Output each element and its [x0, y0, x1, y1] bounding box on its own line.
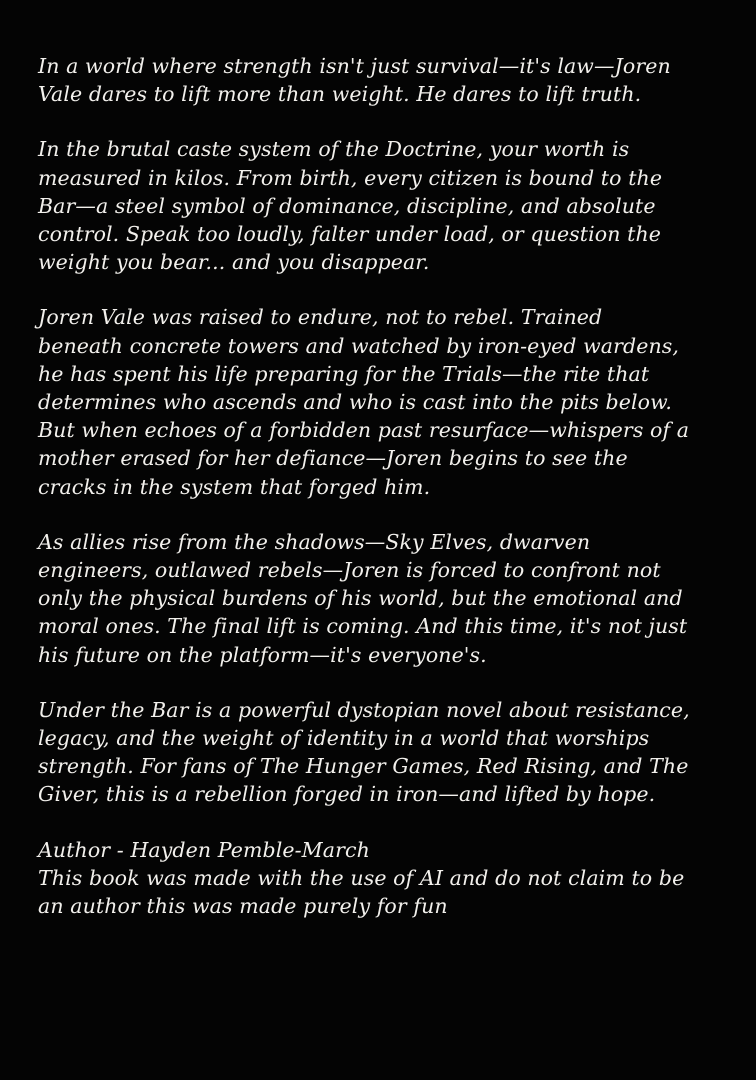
blurb-paragraph-5: Under the Bar is a powerful dystopian novel about resistance, legacy, and the weight of identity in a world that worships strength. For fans of The Hunger Games, Red Rising, and The Giver, this is a rebellion forged in iron—and lifted by hope.: [38, 697, 690, 807]
ai-disclaimer: This book was made with the use of AI and do not claim to be an author this was made purely for fun: [38, 865, 685, 919]
book-blurb: [38, 52, 718, 920]
blurb-paragraph-2: In the brutal caste system of the Doctrine, your worth is measured in kilos. From birth, every citizen is bound to the Bar—a steel symbol of dominance, discipline, and absolute control. Speak too loudly, falter under load, or question the weight you bear... and you disappear.: [38, 137, 663, 275]
blurb-paragraph-1: In a world where strength isn't just survival—it's law—Joren Vale dares to lift more than weight. He dares to lift truth.: [38, 54, 671, 107]
blurb-paragraph-3: Joren Vale was raised to endure, not to rebel. Trained beneath concrete towers and watched by iron-eyed wardens, he has spent his life preparing for the Trials—the rite that determines who ascends and who is cast into the pits below. But when echoes of a forbidden past resurface—whispers of a mother erased for her defiance—Joren begins to see the cracks in the system that forged him.: [38, 305, 690, 499]
author-line: Author - Hayden Pemble-March: [38, 837, 370, 862]
blurb-paragraph-4: As allies rise from the shadows—Sky Elves, dwarven engineers, outlawed rebels—Joren is forced to confront not only the physical burdens of his world, but the emotional and moral ones. The final lift is coming. And this time, it's not just his future on the platform—it's everyone's.: [38, 529, 688, 667]
credits-block: [38, 836, 718, 921]
